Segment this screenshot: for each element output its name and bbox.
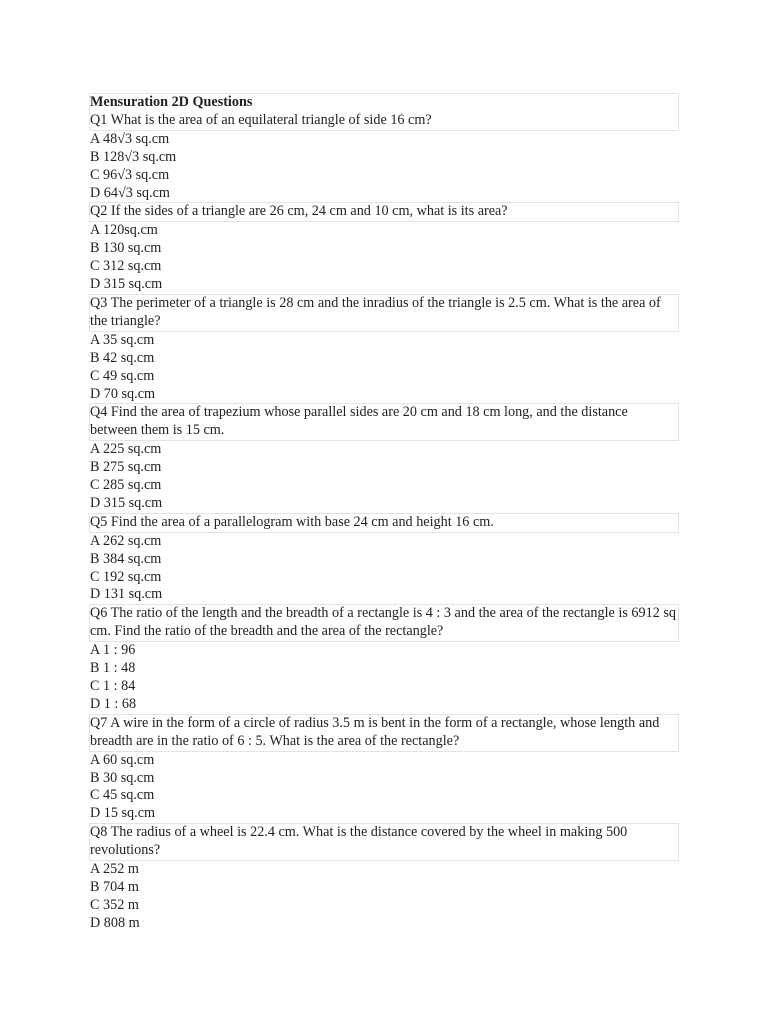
title-block (89, 93, 679, 131)
option-text: B 384 sq.cm (90, 550, 162, 567)
option-text: D 64√3 sq.cm (90, 184, 170, 201)
option-text: B 30 sq.cm (90, 769, 155, 786)
question-block (89, 202, 679, 222)
question-block (89, 513, 679, 533)
option-text: A 225 sq.cm (90, 441, 162, 458)
option-text: A 1 : 96 (90, 642, 136, 659)
option-text: B 130 sq.cm (90, 240, 162, 257)
option-text: D 70 sq.cm (90, 385, 156, 402)
question-block (89, 714, 679, 752)
option-text: A 60 sq.cm (90, 751, 155, 768)
question-block (89, 604, 679, 642)
question-text: Q1 What is the area of an equilateral triangle of side 16 cm? (90, 111, 432, 128)
option-text: D 315 sq.cm (90, 276, 163, 293)
question-block (89, 823, 679, 861)
question-text: Q7 A wire in the form of a circle of radius 3.5 m is bent in the form of a rectangle, whose length and breadth are in the ratio of 6 : 5. What is the area of the rectangle? (90, 714, 660, 749)
question-text: Q3 The perimeter of a triangle is 28 cm and the inradius of the triangle is 2.5 cm. What is the area of the triangle? (90, 294, 661, 329)
document-page (90, 93, 679, 933)
option-text: B 42 sq.cm (90, 349, 155, 366)
option-text: C 192 sq.cm (90, 568, 162, 585)
question-text: Q6 The ratio of the length and the breadth of a rectangle is 4 : 3 and the area of the rectangle is 6912 sq cm. Find the ratio of the breadth and the area of the rectangle? (90, 605, 676, 640)
option-text: D 315 sq.cm (90, 494, 163, 511)
question-text: Q5 Find the area of a parallelogram with base 24 cm and height 16 cm. (90, 513, 494, 530)
option-text: D 808 m (90, 914, 140, 931)
option-text: B 128√3 sq.cm (90, 148, 177, 165)
question-text: Q8 The radius of a wheel is 22.4 cm. What is the distance covered by the wheel in making 500 revolutions? (90, 824, 628, 859)
question-block (89, 294, 679, 332)
document-title: Mensuration 2D Questions (90, 94, 253, 110)
question-block (89, 403, 679, 441)
option-text: C 312 sq.cm (90, 258, 162, 275)
option-text: A 252 m (90, 861, 139, 878)
option-text: C 45 sq.cm (90, 787, 155, 804)
question-text: Q2 If the sides of a triangle are 26 cm, 24 cm and 10 cm, what is its area? (90, 203, 508, 220)
option-text: A 35 sq.cm (90, 331, 155, 348)
option-text: C 49 sq.cm (90, 367, 155, 384)
option-text: A 48√3 sq.cm (90, 130, 170, 147)
option-text: B 1 : 48 (90, 660, 136, 677)
option-text: A 262 sq.cm (90, 532, 162, 549)
option-text: B 704 m (90, 878, 139, 895)
option-text: A 120sq.cm (90, 222, 158, 239)
option-text: C 1 : 84 (90, 678, 136, 694)
option-text: C 352 m (90, 896, 139, 913)
question-text: Q4 Find the area of trapezium whose parallel sides are 20 cm and 18 cm long, and the distance between them is 15 cm. (90, 404, 628, 439)
option-text: D 131 sq.cm (90, 586, 163, 603)
option-text: C 96√3 sq.cm (90, 166, 170, 183)
option-text: B 275 sq.cm (90, 459, 162, 476)
option-text: D 15 sq.cm (90, 805, 156, 822)
option-text: D 1 : 68 (90, 695, 137, 712)
option-text: C 285 sq.cm (90, 477, 162, 494)
